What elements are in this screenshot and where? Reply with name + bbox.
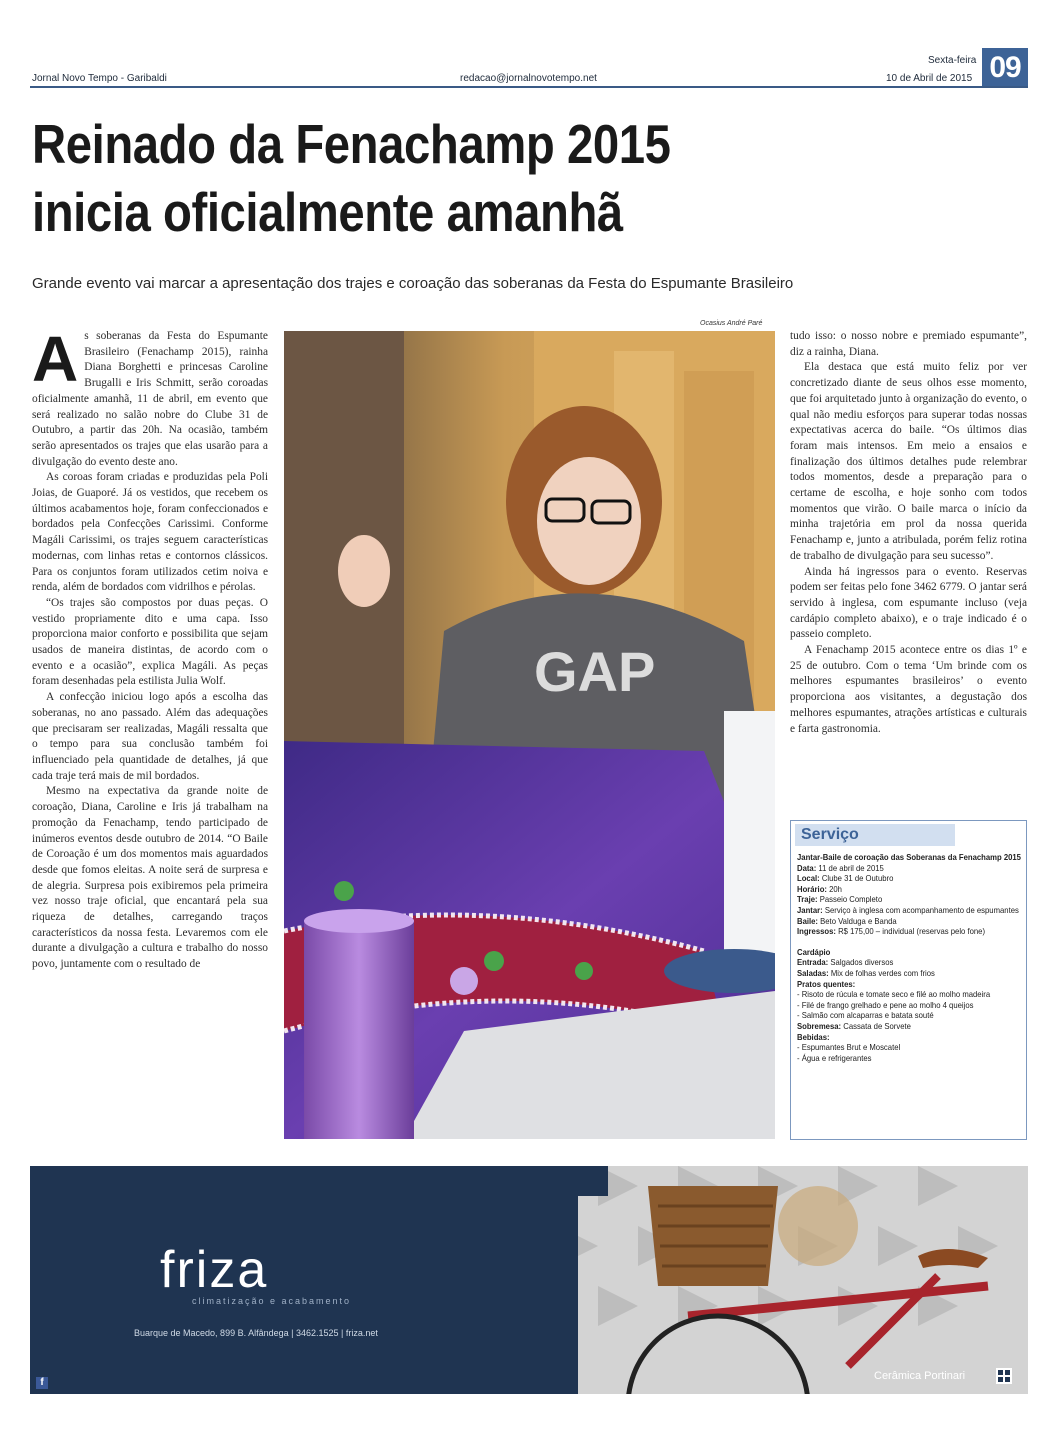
paragraph: As coroas foram criadas e produzidas pela Poli Joias, de Guaporé. Já os vestidos, que recebem os últimos acabamentos hoje, foram confeccionados e bordados pela Confecções Carissimi. Conforme Magáli Carissimi, os trajes seguem características modernas, com linhas retas e contornos clássicos. Para os conjuntos foram utilizados cetim noiva e renda, além de bordados com vidrilhos e pérolas. [32, 471, 268, 594]
service-dinner: Jantar: Serviço à inglesa com acompanhamento de espumantes [797, 904, 1019, 915]
headline-line-1: Reinado da Fenachamp 2015 [32, 113, 671, 175]
photo-credit: Ocasius André Paré [700, 320, 763, 327]
menu-heading: Cardápio [797, 946, 831, 957]
paragraph: Ainda há ingressos para o evento. Reservas podem ser feitas pelo fone 3462 6779. O jantar será servido à inglesa, com espumante incluso (veja cardápio completo abaixo), e o traje indicado é o passeio completo. [790, 565, 1027, 641]
service-date: Data: 11 de abril de 2015 [797, 862, 884, 873]
headline [32, 110, 806, 246]
menu-bebidas-heading: Bebidas: [797, 1031, 830, 1042]
menu-pratos-heading: Pratos quentes: [797, 978, 856, 989]
menu-bebida: - Água e refrigerantes [797, 1052, 872, 1063]
menu-prato: - Risoto de rúcula e tomate seco e filé ao molho madeira [797, 989, 991, 1000]
paragraph: “Os trajes são compostos por duas peças. O vestido propriamente dito e uma capa. Isso proporciona maior conforto e possibilita que sejam usados de maneira distintas, de acordo com o evento e a ocasião”, explica Magáli. As peças foram desenhadas pela estilista Julia Wolf. [32, 596, 268, 688]
service-event: Jantar-Baile de coroação das Soberanas da Fenachamp 2015 [797, 852, 1021, 862]
drop-cap: A [32, 323, 79, 395]
menu-prato: - Filé de frango grelhado e pene ao molho 4 queijos [797, 999, 974, 1010]
paragraph: Ela destaca que está muito feliz por ver concretizado diante de seus olhos esse momento, que foi arquitetado junto à organização do evento, o qual não mediu esforços para superar todas nossas expectativas acerca do baile. “Os últimos dias foram mais intensos. Em meio a ensaios e finalização dos últimos detalhes pude relembrar todos momentos, desde a preparação para o certame de escolha, e hoje sonho com todos momentos que virão. O baile marca o início da minha trajetória em prol da nossa querida Fenachamp e, junto a atribulada, porém feliz rotina de trabalho de divulgação para seu sucesso”. [790, 361, 1027, 562]
portinari-logo-icon [996, 1368, 1012, 1384]
article-photo [284, 331, 775, 1139]
service-location: Local: Clube 31 de Outubro [797, 873, 894, 884]
header-rule [30, 86, 1028, 88]
page-number: 09 [982, 48, 1028, 88]
header-email[interactable]: redacao@jornalnovotempo.net [460, 73, 597, 84]
friza-tagline: climatização e acabamento [192, 1296, 352, 1306]
paragraph: Mesmo na expectativa da grande noite de coroação, Diana, Caroline e Iris já trabalham na promoção da Fenachamp, tendo participado de inúmeros eventos desde outubro de 2014. “O Baile de Coroação é um dos momentos mais aguardados desde que fomos eleitas. A noite será de surpresa e de alegria. Surpresa pois exibiremos pela primeira vez nosso traje oficial, que encantará pela sua riqueza de detalhes, carregando traços característicos da nossa festa. Levaremos com ele durante a divulgação a cultura e trabalho do nosso povo, juntamente com o resultado de [32, 785, 268, 971]
service-details [797, 852, 1023, 1063]
svg-text:GAP: GAP [534, 640, 656, 703]
paragraph: tudo isso: o nosso nobre e premiado espumante”, diz a rainha, Diana. [790, 330, 1027, 358]
friza-contact: Buarque de Macedo, 899 B. Alfândega | 3462.1525 | friza.net [134, 1328, 378, 1338]
service-dress: Traje: Passeio Completo [797, 894, 883, 905]
menu-saladas: Saladas: Mix de folhas verdes com frios [797, 967, 935, 978]
friza-logo: friza [160, 1241, 269, 1299]
subheadline: Grande evento vai marcar a apresentação dos trajes e coroação das soberanas da Festa do Espumante Brasileiro [32, 275, 794, 292]
partner-name: Cerâmica Portinari [874, 1370, 966, 1382]
menu-sobremesa: Sobremesa: Cassata de Sorvete [797, 1020, 911, 1031]
ad-bicycle-image [518, 1166, 1028, 1394]
menu-entrada: Entrada: Salgados diversos [797, 957, 894, 968]
service-band: Baile: Beto Valduga e Banda [797, 915, 897, 926]
service-time: Horário: 20h [797, 883, 842, 894]
menu-prato: - Salmão com alcaparras e batata souté [797, 1010, 934, 1021]
header-paper-name: Jornal Novo Tempo - Garibaldi [32, 73, 167, 84]
service-title: Serviço [795, 824, 955, 846]
article-column-1 [32, 323, 268, 973]
paragraph: A confecção iniciou logo após a escolha das soberanas, no ano passado. Além das adequações que precisaram ser realizadas, Magáli ressalta que o tempo para sua conclusão também foi influenciado pela quantidade de detalhes, já que cada traje terá mais de mil bordados. [32, 691, 268, 782]
header-date: 10 de Abril de 2015 [886, 73, 973, 84]
paragraph: A Fenachamp 2015 acontece entre os dias 1º e 25 de outubro. Com o tema ‘Um brinde com os melhores espumantes brasileiros’ o evento proporciona aos visitantes, a degustação dos melhores espumantes, atrações artísticas e culturais e farta gastronomia. [790, 644, 1027, 735]
menu-bebida: - Espumantes Brut e Moscatel [797, 1042, 901, 1053]
service-tickets: Ingressos: R$ 175,00 – individual (reservas pelo fone) [797, 926, 986, 937]
facebook-icon[interactable]: f [36, 1377, 48, 1389]
article-column-3 [790, 329, 1027, 737]
header-weekday: Sexta-feira [928, 55, 977, 66]
paragraph: As soberanas da Festa do Espumante Brasileiro (Fenachamp 2015), rainha Diana Borghetti e princesas Caroline Brugalli e Iris Schmitt, serão coroadas oficialmente amanhã, 11 de abril, em evento que será realizado no salão nobre do Clube 31 de Outubro, a partir das 20h. Na ocasião, também serão apresentados os trajes que elas usarão para a divulgação do evento deste ano. [32, 323, 268, 468]
headline-line-2: inicia oficialmente amanhã [32, 181, 623, 243]
